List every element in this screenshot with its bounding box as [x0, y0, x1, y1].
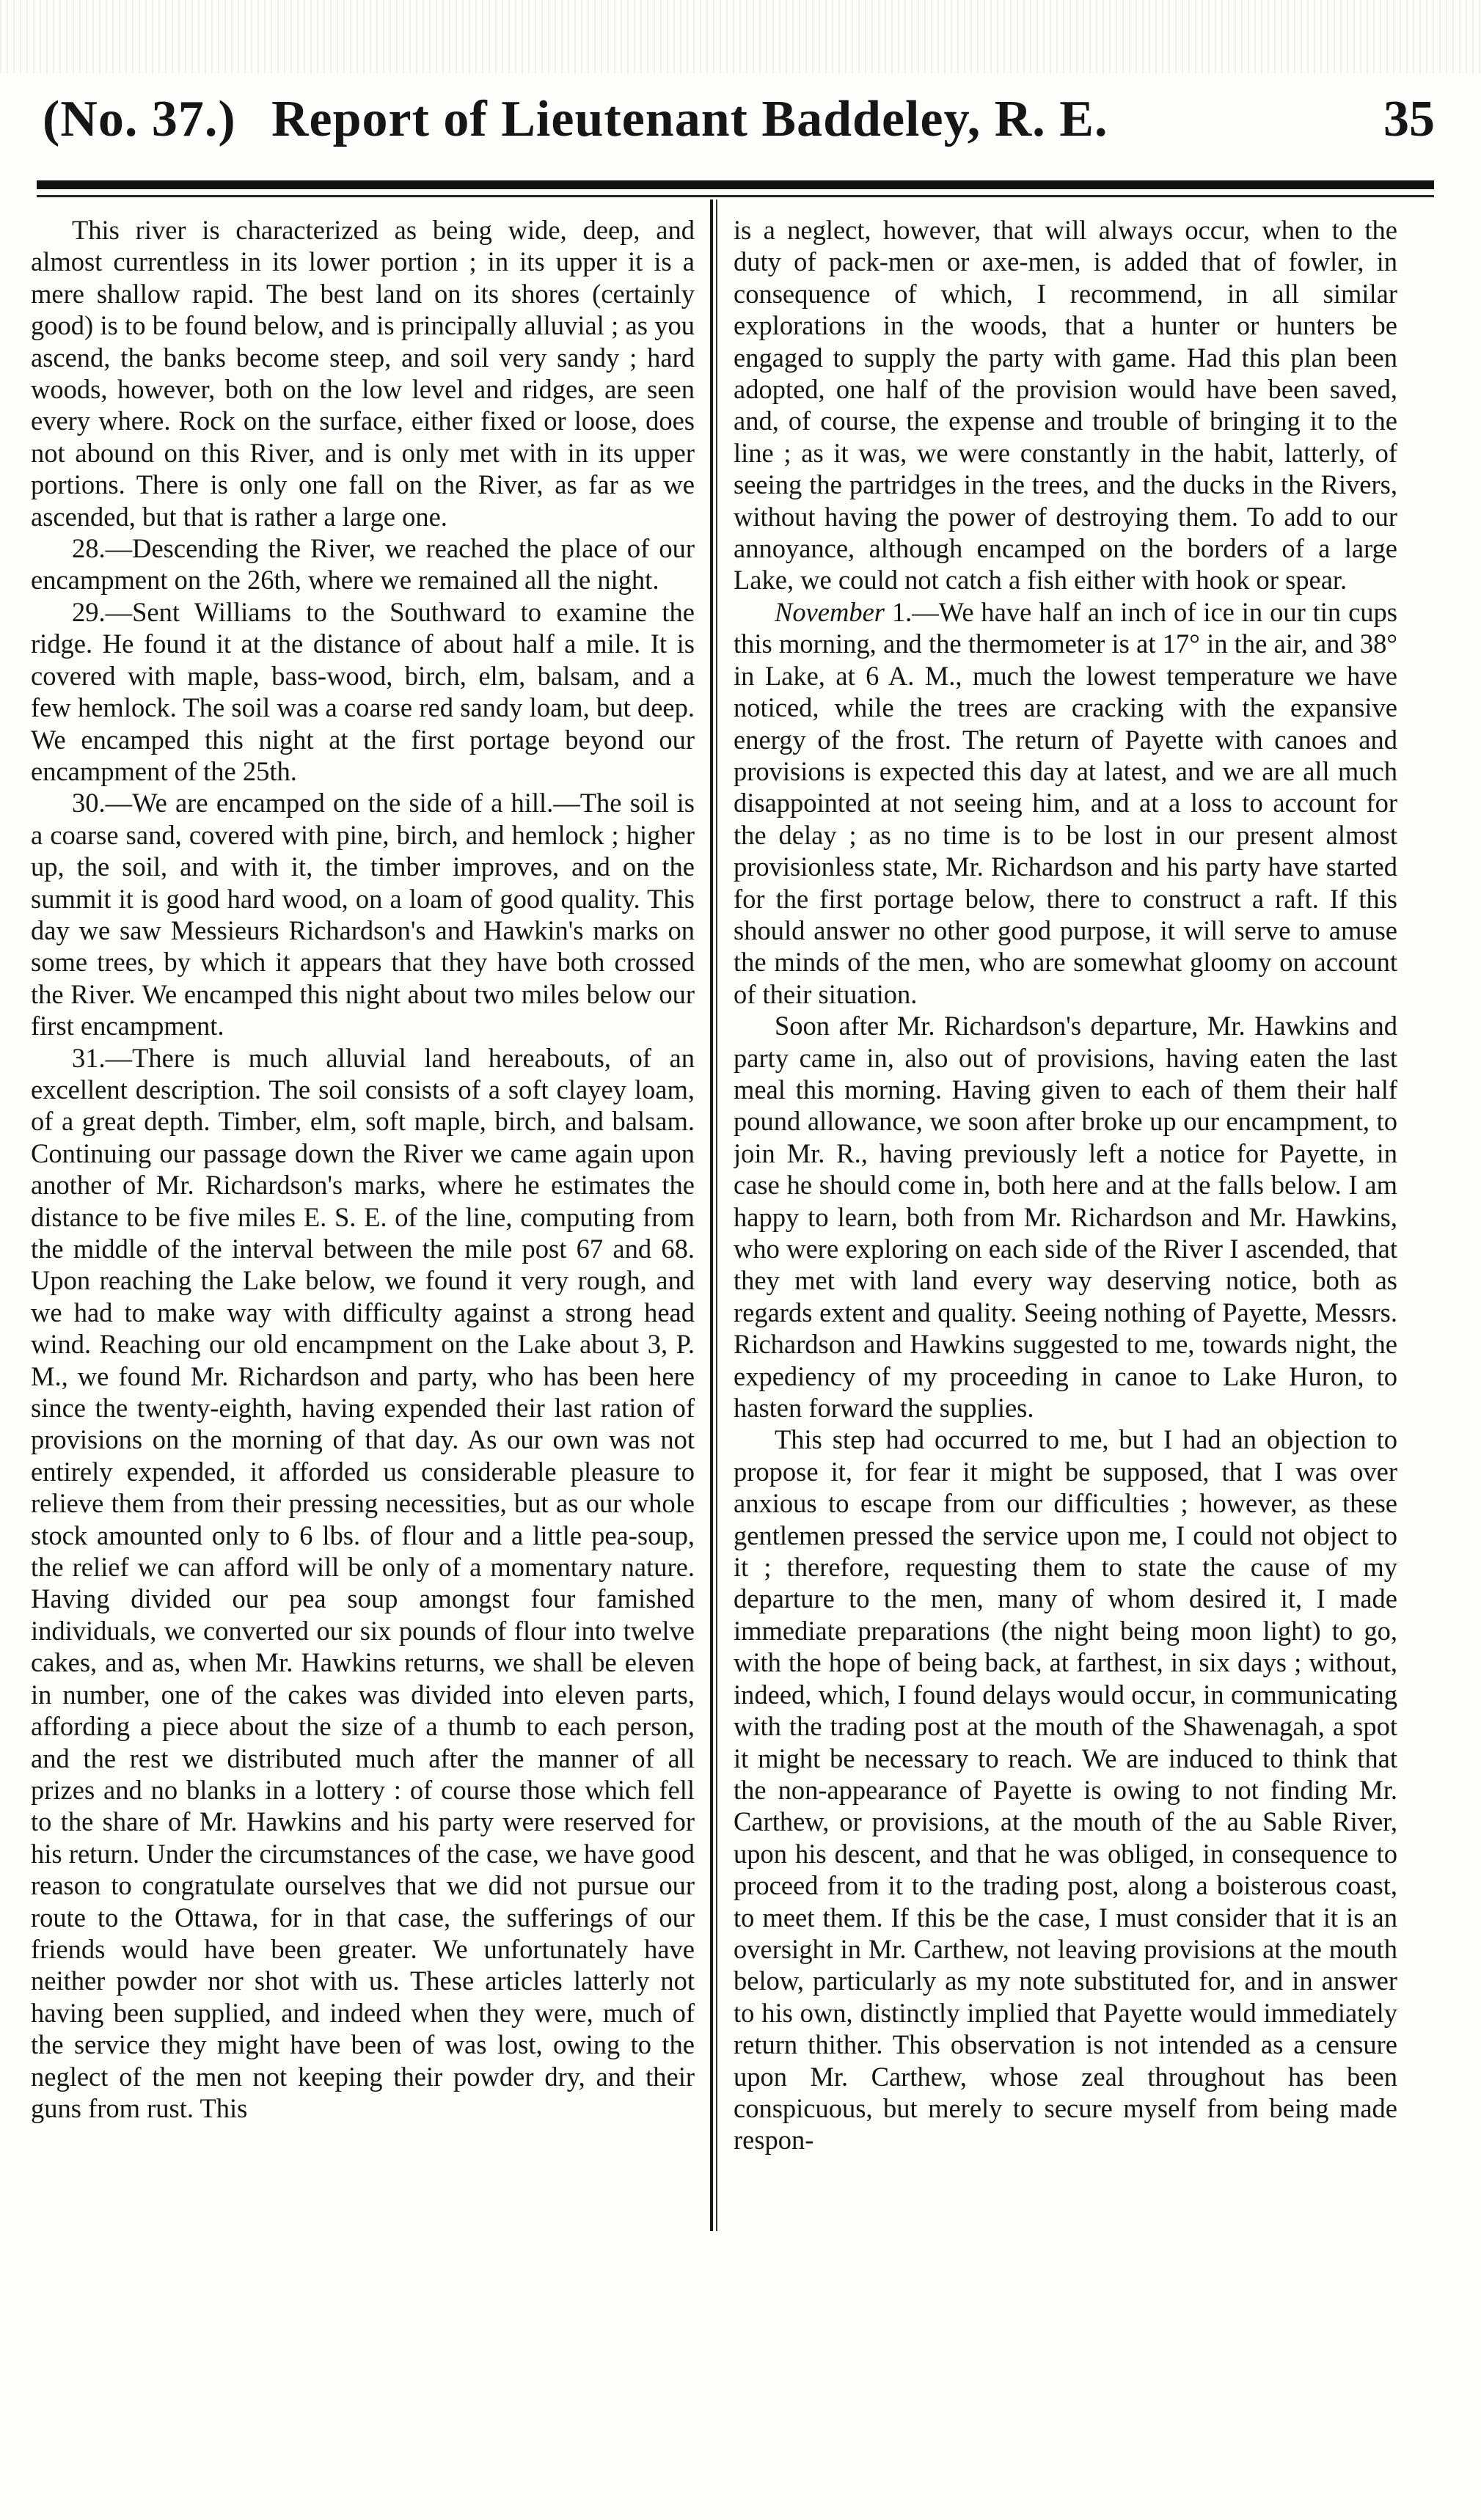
report-title: Report of Lieutenant Baddeley, R. E. — [271, 91, 1108, 147]
document-number: (No. 37.) — [43, 91, 236, 147]
november-1-text: 1.—We have half an inch of ice in our tin cups this morning, and the thermometer is at 17° in the air, and 38° in Lake, at 6 A. M., much the lowest temperature we have noticed, while the trees are cracking with the expansive energy of the frost. The return of Payette with canoes and provisions is expected this day at latest, and we are all much disappointed at not seeing him, and at a loss to account for the delay ; as no time is to be lost in our present almost provisionless state, Mr. Richardson and his party have started for the first portage below, there to construct a raft. If this should answer no other good purpose, it will serve to amuse the minds of the men, who are somewhat gloomy on account of their situation. — [734, 596, 1397, 1009]
running-header — [43, 87, 1451, 156]
paragraph-continuation: is a neglect, however, that will always occur, when to the duty of pack-men or axe-men, is added that of fowler, in consequence of which, I recommend, in all similar explorations in the woods, that a hunter or hunters be engaged to supply the party with game. Had this plan been adopted, one half of the provision would have been saved, and, of course, the expense and trouble of bringing it to the line ; as it was, we were constantly in the habit, latterly, of seeing the partridges in the trees, and the ducks in the Rivers, without having the power of destroying them. To add to our annoyance, although encamped on the borders of a large Lake, we could not catch a fish either with hook or spear. — [734, 215, 1397, 596]
paragraph-entry-31: 31.—There is much alluvial land hereabouts, of an excellent description. The soil consists of a soft clayey loam, of a great depth. Timber, elm, soft maple, birch, and balsam. Continuing our passage down the River we came again upon another of Mr. Richardson's marks, where he estimates the distance to be five miles E. S. E. of the line, computing from the middle of the interval between the mile post 67 and 68. Upon reaching the Lake below, we found it very rough, and we had to make way with difficulty against a strong head wind. Reaching our old encampment on the Lake about 3, P. M., we found Mr. Richardson and party, who has been here since the twenty-eighth, having expended their last ration of provisions on the morning of that day. As our own was not entirely expended, it afforded us considerable pleasure to relieve them from their pressing necessities, but as our whole stock amounted only to 6 lbs. of flour and a little pea-soup, the relief we can afford will be only of a momentary nature. Having divided our pea soup amongst four famished individuals, we converted our six pounds of flour into twelve cakes, and as, when Mr. Hawkins returns, we shall be eleven in number, one of the cakes was divided into eleven parts, affording a piece about the size of a thumb to each person, and the rest we distributed much after the manner of all prizes and no blanks in a lottery : of course those which fell to the share of Mr. Hawkins and his party were reserved for his return. Under the circumstances of the case, we have good reason to congratulate ourselves that we did not pursue our route to the Ottawa, for in that case, the sufferings of our friends would have been greater. We unfortunately have neither powder nor shot with us. These articles latterly not having been supplied, and indeed when they were, much of the service they might have been of was lost, owing to the neglect of the men not keeping their powder dry, and their guns from rust. This — [31, 1042, 695, 2123]
left-column — [31, 214, 695, 2238]
paragraph-hawkins-arrival: Soon after Mr. Richardson's departure, Mr. Hawkins and party came in, also out of provisions, having eaten the last meal this morning. Having given to each of them their half pound allowance, we soon after broke up our encampment, to join Mr. R., having previously left a notice for Payette, in case he should come in, both here and at the falls below. I am happy to learn, both from Mr. Richardson and Mr. Hawkins, who were exploring on each side of the River I ascended, that they met with land every way deserving notice, both as regards extent and quality. Seeing nothing of Payette, Messrs. Richardson and Hawkins suggested to me, towards night, the expediency of my proceeding in canoe to Lake Huron, to hasten forward the supplies. — [734, 1011, 1397, 1424]
column-divider-secondary — [716, 199, 717, 2231]
paragraph-entry-30: 30.—We are encamped on the side of a hill.—The soil is a coarse sand, covered with pine, birch, and hemlock ; higher up, the soil, and with it, the timber improves, and on the summit it is good hard wood, on a loam of good quality. This day we saw Messieurs Richardson's and Hawkin's marks on some trees, by which it appears that they have both crossed the River. We encamped this night about two miles below our first encampment. — [31, 788, 695, 1041]
right-column — [734, 214, 1397, 2238]
paragraph-entry-29: 29.—Sent Williams to the Southward to examine the ridge. He found it at the distance of about half a mile. It is covered with maple, bass-wood, birch, elm, balsam, and a few hemlock. The soil was a coarse red sandy loam, but deep. We encamped this night at the first portage beyond our encampment of the 25th. — [31, 596, 695, 786]
header-rule-thick — [37, 180, 1434, 189]
page-edge-texture — [0, 0, 1481, 73]
header-rule-thin — [37, 195, 1434, 197]
column-divider — [710, 199, 713, 2231]
date-label-november: November — [775, 596, 885, 627]
paragraph-river-description: This river is characterized as being wide, deep, and almost currentless in its lower portion ; in its upper it is a mere shallow rapid. The best land on its shores (certainly good) is to be found below, and is principally alluvial ; as you ascend, the banks become steep, and soil very sandy ; hard woods, however, both on the low level and ridges, are seen every where. Rock on the surface, either fixed or loose, does not abound on this River, and is only met with in its upper portions. There is only one fall on the River, as far as we ascended, but that is rather a large one. — [31, 215, 695, 532]
paragraph-departure-decision: This step had occurred to me, but I had an objection to propose it, for fear it might be supposed, that I was over anxious to escape from our difficulties ; however, as these gentlemen pressed the service upon me, I could not object to it ; therefore, requesting them to state the cause of my departure to the men, many of whom desired it, I made immediate preparations (the night being moon light) to go, with the hope of being back, at farthest, in six days ; without, indeed, which, I found delays would occur, in communicating with the trading post at the mouth of the Shawenagah, a spot it might be necessary to reach. We are induced to think that the non-appearance of Payette is owing to not finding Mr. Carthew, or provisions, at the mouth of the au Sable River, upon his descent, and that he was obliged, in consequence to proceed from it to the trading post, along a boisterous coast, to meet them. If this be the case, I must consider that it is an oversight in Mr. Carthew, not leaving provisions at the mouth below, particularly as my note substituted for, and in answer to his own, distinctly implied that Payette would immediately return thither. This observation is not intended as a censure upon Mr. Carthew, whose zeal throughout has been conspicuous, but merely to secure myself from being made respon- — [734, 1424, 1397, 2155]
paragraph-entry-28: 28.—Descending the River, we reached the place of our encampment on the 26th, where we remained all the night. — [31, 533, 695, 596]
paragraph-november-1 — [734, 596, 1397, 1010]
page-number: 35 — [1383, 91, 1435, 147]
